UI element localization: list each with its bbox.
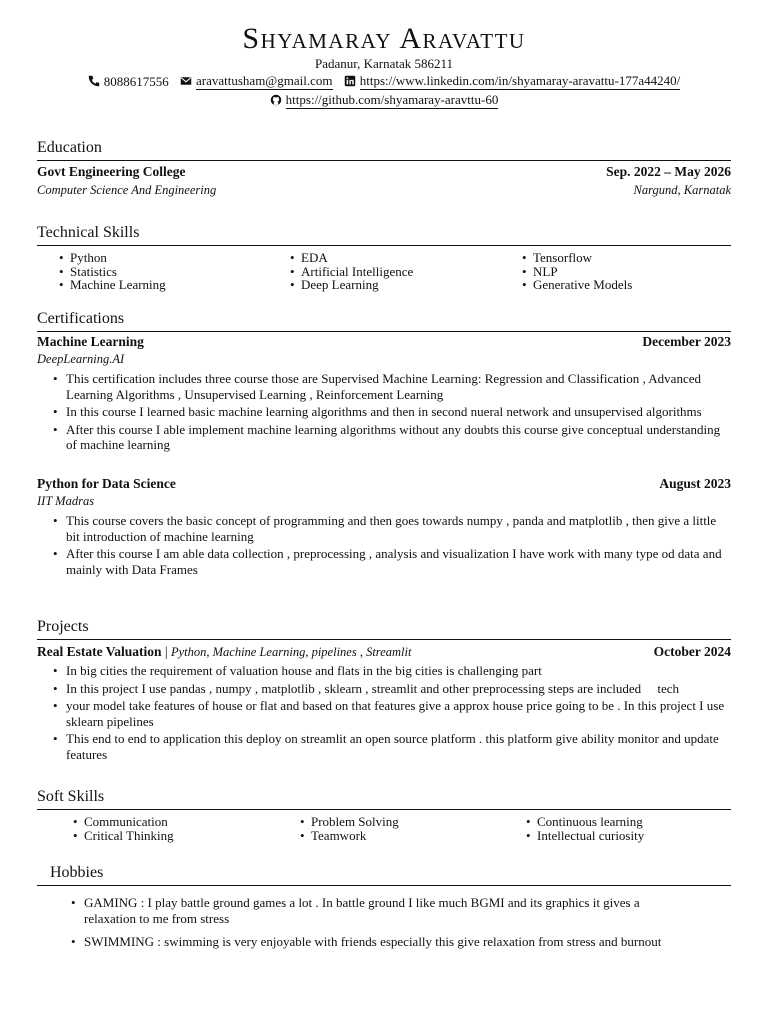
envelope-icon bbox=[180, 75, 192, 87]
linkedin-icon bbox=[344, 75, 356, 87]
technical-skills-divider bbox=[37, 245, 731, 246]
certification-bullets bbox=[66, 513, 732, 579]
skill-item: • Critical Thinking bbox=[84, 829, 314, 843]
list-item: • In big cities the requirement of valuation house and flats in the big cities is challenging part bbox=[66, 663, 732, 679]
github-contact[interactable] bbox=[270, 91, 499, 109]
soft-skills-column-2 bbox=[311, 815, 541, 842]
contact-info bbox=[0, 72, 768, 110]
github-icon bbox=[270, 94, 282, 106]
hobbies-heading: Hobbies bbox=[50, 864, 104, 881]
project-name: Real Estate Valuation bbox=[37, 644, 162, 659]
linkedin-link[interactable]: https://www.linkedin.com/in/shyamaray-aravattu-177a44240/ bbox=[359, 73, 681, 88]
certifications-divider bbox=[37, 331, 731, 332]
skills-column-3 bbox=[533, 251, 763, 292]
certification-issuer: DeepLearning.AI bbox=[37, 352, 125, 366]
project-date: October 2024 bbox=[653, 644, 731, 659]
skill-item: • Artificial Intelligence bbox=[301, 265, 531, 279]
list-item: • In this course I learned basic machine learning algorithms and then in second nueral network and unsupervised algorithms bbox=[66, 404, 732, 420]
skill-item: • Tensorflow bbox=[533, 251, 763, 265]
education-dates: Sep. 2022 – May 2026 bbox=[606, 164, 731, 179]
technical-skills-heading: Technical Skills bbox=[37, 224, 140, 241]
education-heading: Education bbox=[37, 139, 102, 156]
project-title-line bbox=[37, 644, 411, 660]
education-divider bbox=[37, 160, 731, 161]
school-name: Govt Engineering College bbox=[37, 164, 186, 179]
list-item: • In this project I use pandas , numpy , matplotlib , sklearn , streamlit and other preprocessing steps are included tech bbox=[66, 681, 732, 697]
skill-item: • Continuous learning bbox=[537, 815, 767, 829]
skill-item: • NLP bbox=[533, 265, 763, 279]
phone-icon bbox=[88, 75, 100, 87]
email-contact[interactable] bbox=[180, 72, 333, 90]
github-link[interactable]: https://github.com/shyamaray-aravttu-60 bbox=[285, 92, 499, 107]
soft-skills-column-3 bbox=[537, 815, 767, 842]
project-separator: | bbox=[164, 644, 168, 659]
certification-name: Python for Data Science bbox=[37, 476, 176, 491]
projects-divider bbox=[37, 639, 731, 640]
list-item: • After this course I am able data collection , preprocessing , analysis and visualization I have work with many type od data and mainly with Data Frames bbox=[66, 546, 732, 577]
certification-date: August 2023 bbox=[659, 476, 731, 491]
certification-name: Machine Learning bbox=[37, 334, 144, 349]
phone-number: 8088617556 bbox=[103, 73, 169, 89]
email-link[interactable]: aravattusham@gmail.com bbox=[196, 73, 333, 88]
certifications-heading: Certifications bbox=[37, 310, 125, 327]
linkedin-contact[interactable] bbox=[344, 72, 680, 90]
skill-item: • Intellectual curiosity bbox=[537, 829, 767, 843]
project-bullets bbox=[66, 663, 732, 764]
list-item: • your model take features of house or flat and based on that features give a approx house price going to be . In this project I use sklearn pipelines bbox=[66, 698, 732, 729]
list-item: • This end to end to application this deploy on streamlit an open source platform . this platform give ability monitor and update features bbox=[66, 731, 732, 762]
skill-item: • Communication bbox=[84, 815, 314, 829]
list-item: • After this course I able implement machine learning algorithms without any doubts this course give conceptual understanding of machine learning bbox=[66, 422, 732, 453]
skill-item: • Statistics bbox=[70, 265, 300, 279]
degree: Computer Science And Engineering bbox=[37, 183, 217, 197]
list-item: • GAMING : I play battle ground games a lot . In battle ground I like much BGMI and its graphics it gives a relaxation to me from stress bbox=[84, 895, 684, 926]
skill-item: • EDA bbox=[301, 251, 531, 265]
education-location: Nargund, Karnatak bbox=[633, 183, 731, 197]
address: Padanur, Karnatak 586211 bbox=[315, 56, 453, 71]
soft-skills-divider bbox=[37, 809, 731, 810]
list-item: • This certification includes three course those are Supervised Machine Learning: Regression and Classification , Advanced Learning Algorithms , Unsupervised Learning , Reinforcement Learning bbox=[66, 371, 732, 402]
hobbies-divider bbox=[37, 885, 731, 886]
list-item: • SWIMMING : swimming is very enjoyable with friends especially this give relaxation from stress and burnout bbox=[84, 934, 684, 950]
phone-contact[interactable] bbox=[88, 73, 169, 90]
skills-column-1 bbox=[70, 251, 300, 292]
hobbies-bullets bbox=[84, 895, 684, 952]
project-tech: Python, Machine Learning, pipelines , Streamlit bbox=[170, 645, 412, 659]
list-item: • This course covers the basic concept of programming and then goes towards numpy , panda and matplotlib , then give a little bit introduction of machine learning bbox=[66, 513, 732, 544]
certification-date: December 2023 bbox=[642, 334, 731, 349]
certification-issuer: IIT Madras bbox=[37, 494, 95, 508]
certification-bullets bbox=[66, 371, 732, 455]
skill-item: • Problem Solving bbox=[311, 815, 541, 829]
candidate-name: Shyamaray Aravattu bbox=[242, 22, 526, 55]
skill-item: • Python bbox=[70, 251, 300, 265]
skills-column-2 bbox=[301, 251, 531, 292]
projects-heading: Projects bbox=[37, 618, 89, 635]
skill-item: • Deep Learning bbox=[301, 278, 531, 292]
skill-item: • Teamwork bbox=[311, 829, 541, 843]
skill-item: • Machine Learning bbox=[70, 278, 300, 292]
soft-skills-column-1 bbox=[84, 815, 314, 842]
skill-item: • Generative Models bbox=[533, 278, 763, 292]
soft-skills-heading: Soft Skills bbox=[37, 788, 105, 805]
